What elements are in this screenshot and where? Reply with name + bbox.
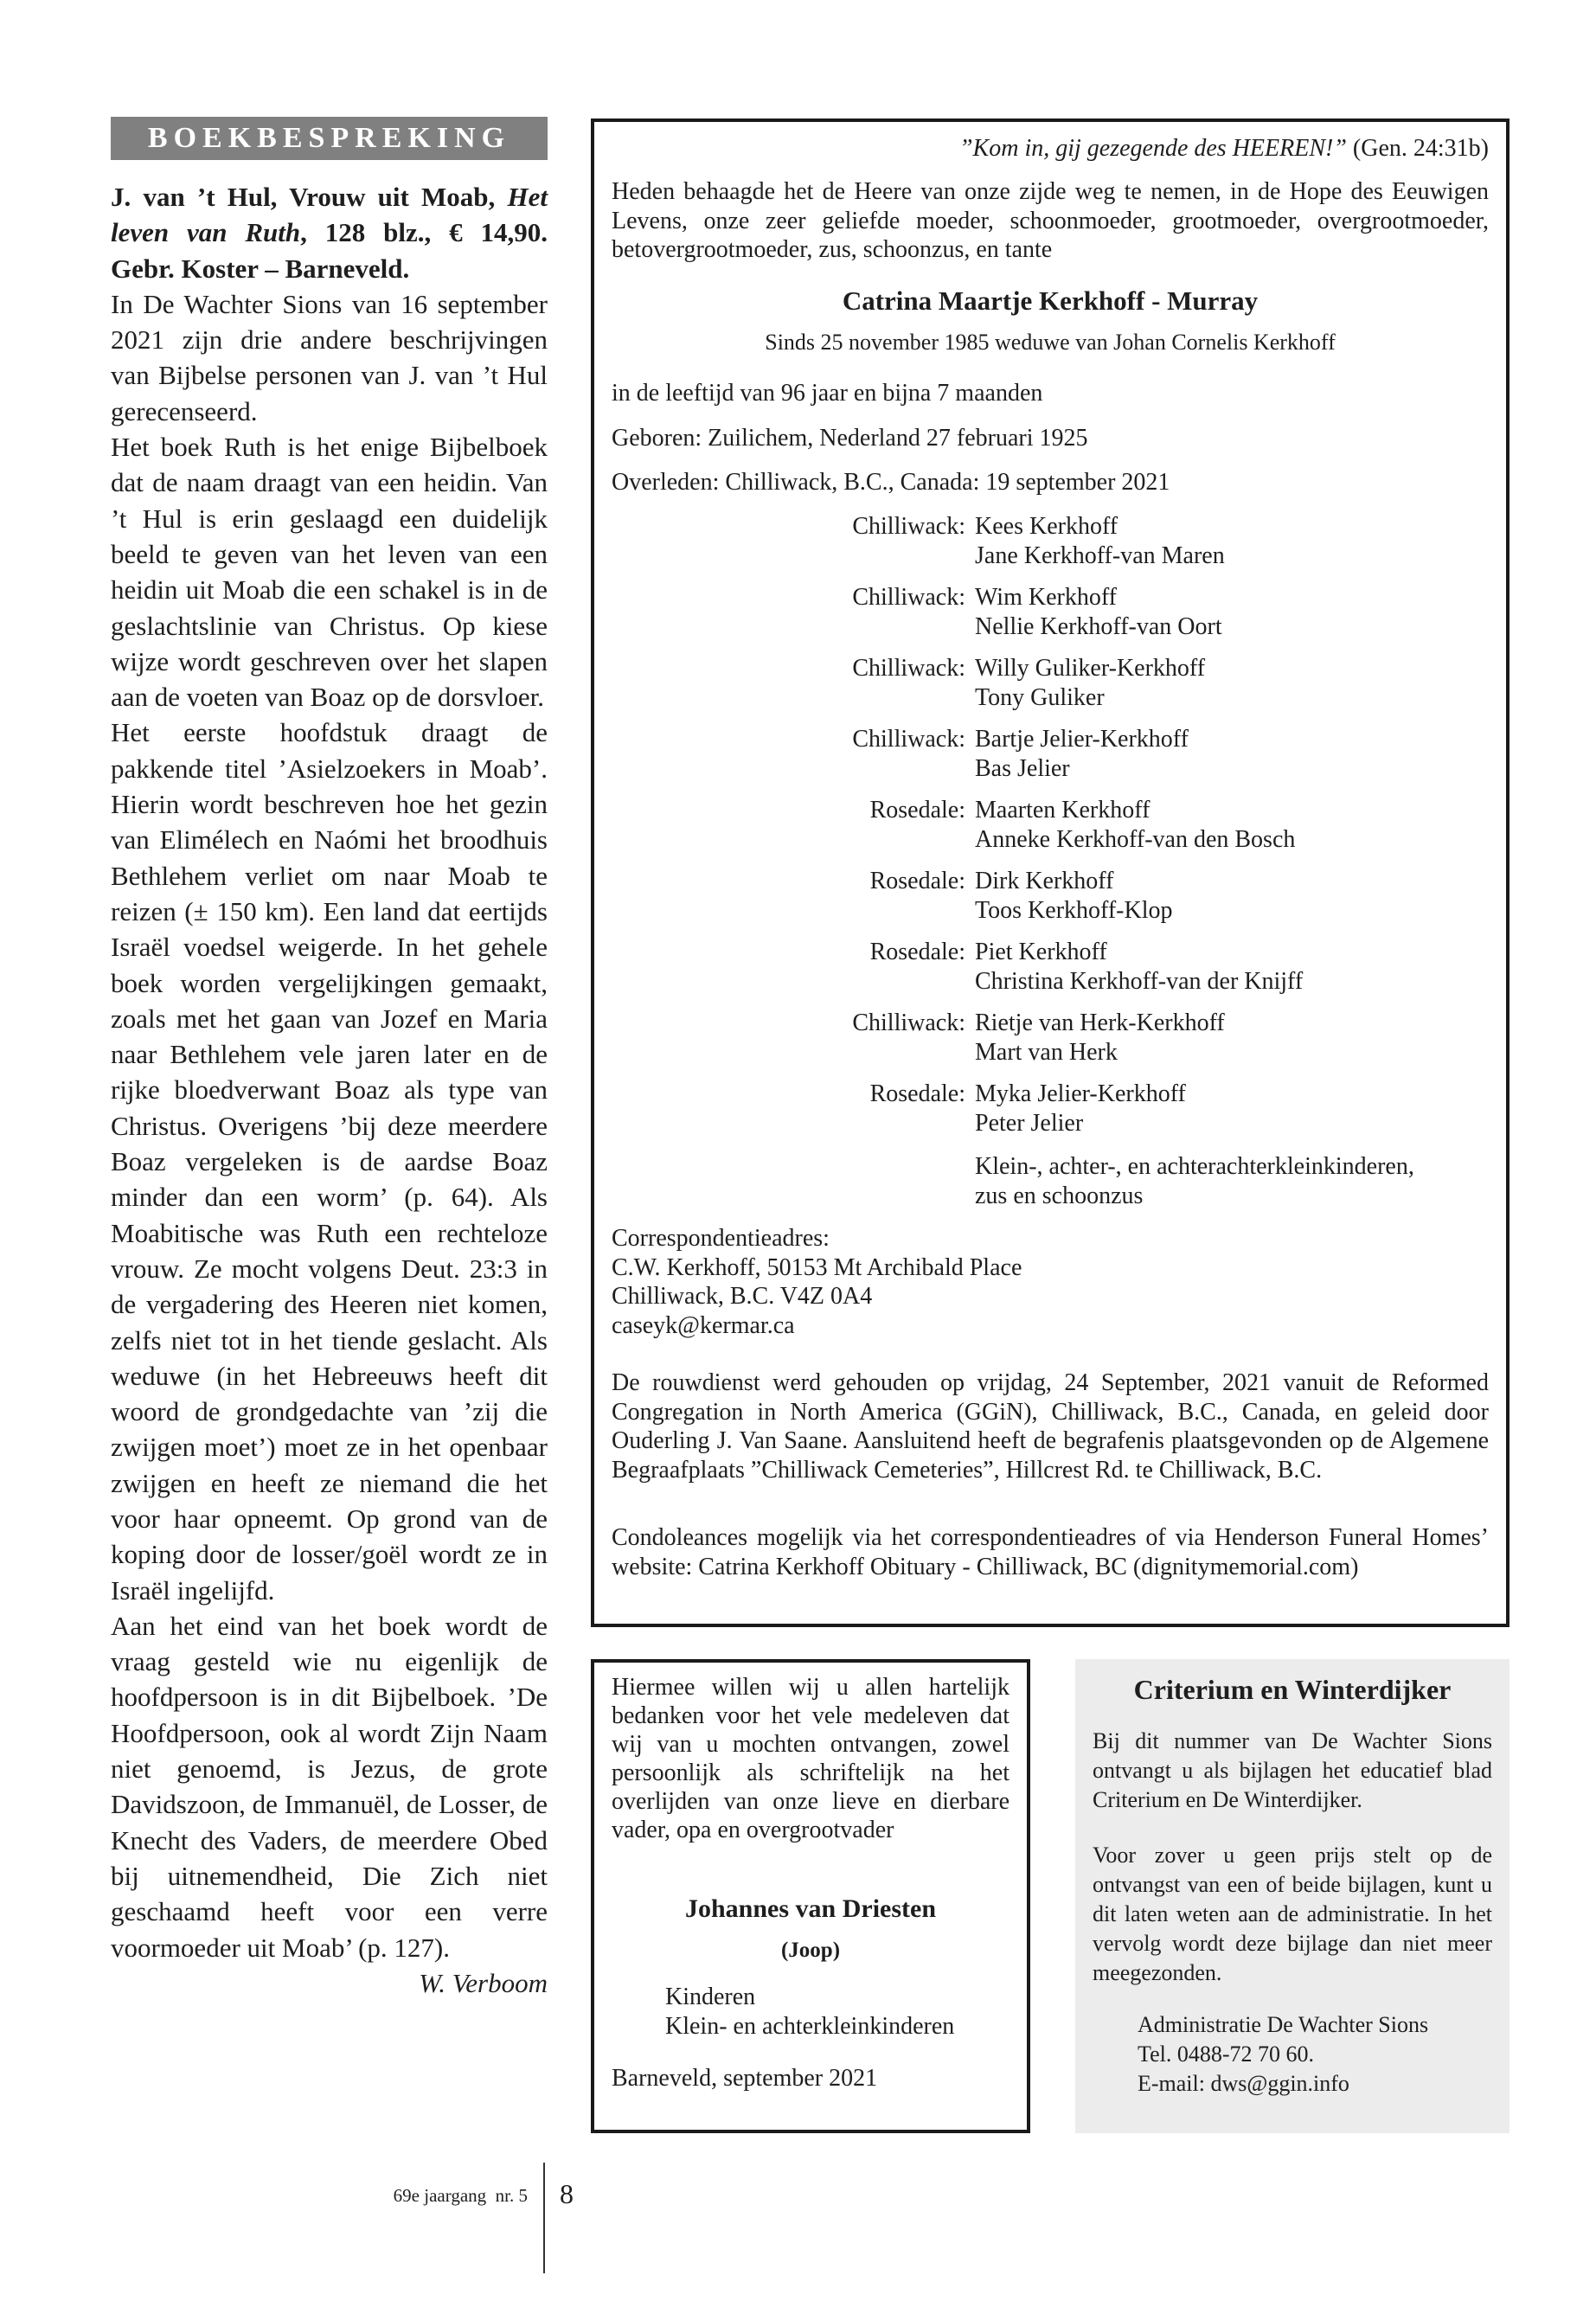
family-place: Chilliwack:	[852, 513, 965, 540]
review-paragraph: In De Wachter Sions van 16 september 2021 zijn drie andere beschrijvingen van Bijbelse personen van J. van ’t Hul gerecenseerd.	[111, 288, 548, 426]
thank-you-grandchildren: Klein- en achterkleinkinderen	[665, 2013, 955, 2040]
age-line: in de leeftijd van 96 jaar en bijna 7 maanden	[612, 380, 1043, 407]
family-names: Bartje Jelier-Kerkhoff Bas Jelier	[975, 726, 1189, 782]
family-list	[612, 512, 1489, 1209]
born-line: Geboren: Zuilichem, Nederland 27 februari 1925	[612, 425, 1088, 452]
review-signature: W. Verboom	[419, 1967, 548, 1998]
page-number: 8	[560, 2178, 574, 2209]
widow-line: Sinds 25 november 1985 weduwe van Johan Cornelis Kerkhoff	[765, 330, 1336, 355]
condolences-text: Condoleances mogelijk via het correspondentieadres of via Henderson Funeral Homes’ website: Catrina Kerkhoff Obituary - Chilliwack, BC (dignitymemorial.com)	[612, 1524, 1489, 1580]
family-place: Rosedale:	[869, 1080, 965, 1107]
bible-quote: ”Kom in, gij gezegende des HEEREN!”	[958, 135, 1347, 162]
obituary-quote	[612, 134, 1489, 163]
review-body	[111, 179, 548, 2001]
journal-volume: 69e jaargang nr. 5	[393, 2185, 528, 2206]
bible-reference: (Gen. 24:31b)	[1352, 135, 1489, 162]
review-paragraph: Het boek Ruth is het enige Bijbelboek dat de naam draagt van een heidin. Van ’t Hul is erin geslaagd een duidelijk beeld te geven van het leven van een heidin uit Moab die een schakel is in de geslachtslinie van Christus. Op kiese wijze wordt geschreven over het slapen aan de voeten van Boaz op de dorsvloer.	[111, 432, 548, 713]
funeral-service-text: De rouwdienst werd gehouden op vrijdag, 24 September, 2021 vanuit de Reformed Congregation in North America (GGiN), Chilliwack, B.C., Canada, en geleid door Ouderling J. Van Saane. Aansluitend heeft de begrafenis plaatsgevonden op de Algemene Begraafplaats ”Chilliwack Cemeteries”, Hillcrest Rd. te Chilliwack, B.C.	[612, 1369, 1489, 1484]
book-subtitle: Het leven van Ruth	[111, 182, 548, 248]
died-line: Overleden: Chilliwack, B.C., Canada: 19 september 2021	[612, 469, 1170, 496]
correspondence-address	[612, 1224, 1489, 1340]
criterium-paragraph-1: Bij dit nummer van De Wachter Sions ontvangt u als bijlagen het educatief blad Criterium en De Winterdijker.	[1093, 1728, 1492, 1812]
deceased-name: Catrina Maartje Kerkhoff - Murray	[842, 285, 1259, 316]
correspondence-label: Correspondentieadres:	[612, 1225, 830, 1252]
criterium-title: Criterium en Winterdijker	[1133, 1674, 1452, 1705]
criterium-phone: Tel. 0488-72 70 60.	[1138, 2041, 1314, 2067]
review-paragraph: Aan het eind van het boek wordt de vraag gesteld wie nu eigenlijk de hoofdpersoon is in dit Bijbelboek. ’De Hoofdpersoon, ook al wordt Zijn Naam niet genoemd, is Jezus, de grote Davidszoon, de Immanuël, de Losser, de Knecht des Vaders, de meerdere Obed bij uitnemendheid, Die Zich niet geschaamd heeft voor een verre voormoeder uit Moab’ (p. 127).	[111, 1610, 548, 1963]
family-names: Willy Guliker-Kerkhoff Tony Guliker	[975, 655, 1206, 711]
family-place: Chilliwack:	[852, 655, 965, 682]
family-names: Kees Kerkhoff Jane Kerkhoff-van Maren	[975, 513, 1225, 569]
family-place: Rosedale:	[869, 868, 965, 894]
family-place: Chilliwack:	[852, 584, 965, 611]
review-paragraph: Het eerste hoofdstuk draagt de pakkende titel ’Asielzoekers in Moab’. Hierin wordt beschreven hoe het gezin van Elimélech en Naómi het broodhuis Bethlehem verliet om naar Moab te reizen (± 150 km). Een land dat eertijds Israël voedsel weigerde. In het gehele boek worden vergelijkingen gemaakt, zoals met het gaan van Jozef en Maria naar Bethlehem vele jaren later en de rijke bloedverwant Boaz als type van Christus. Overigens ’bij deze meerdere Boaz vergeleken is de aardse Boaz minder dan een worm’ (p. 64). Als Moabitische was Ruth een rechteloze vrouw. Ze mocht volgens Deut. 23:3 in de vergadering des Heeren niet komen, zelfs niet tot in het tiende geslacht. Als weduwe (in het Hebreeuws heeft dit woord de grondgedachte van ’zij die zwijgen moet’) moet ze in het openbaar zwijgen en heeft ze niemand die het voor haar opneemt. Op grond van de koping door de losser/goël wordt ze in Israël ingelijfd.	[111, 717, 548, 1606]
family-place: Chilliwack:	[852, 726, 965, 753]
criterium-notice-box	[1075, 1659, 1509, 2133]
family-place: Chilliwack:	[852, 1009, 965, 1036]
grandchildren-names: Klein-, achter-, en achterachterkleinkinderen, zus en schoonzus	[975, 1153, 1414, 1209]
obituary-intro: Heden behaagde het de Heere van onze zijde weg te nemen, in de Hope des Eeuwigen Levens, onze zeer geliefde moeder, schoonmoeder, grootmoeder, overgrootmoeder, betovergrootmoeder, zus, schoonzus, en tante	[612, 178, 1489, 263]
thank-you-place-date: Barneveld, september 2021	[612, 2065, 878, 2092]
correspondence-email: caseyk@kermar.ca	[612, 1311, 795, 1339]
family-place: Rosedale:	[869, 939, 965, 965]
family-names: Wim Kerkhoff Nellie Kerkhoff-van Oort	[975, 584, 1222, 640]
family-names: Maarten Kerkhoff Anneke Kerkhoff-van den Bosch	[975, 797, 1296, 853]
thank-you-box	[591, 1659, 1030, 2133]
family-names: Dirk Kerkhoff Toos Kerkhoff-Klop	[975, 868, 1173, 924]
footer-divider	[543, 2163, 545, 2273]
book-details: , 128 blz., € 14,90. Gebr. Koster – Barneveld.	[111, 217, 548, 284]
family-names: Rietje van Herk-Kerkhoff Mart van Herk	[975, 1009, 1225, 1066]
thank-you-children: Kinderen	[665, 1984, 756, 2010]
obituary-box	[591, 119, 1509, 1627]
book-citation	[111, 179, 548, 286]
thank-you-name: Johannes van Driesten	[684, 1894, 937, 1923]
criterium-paragraph-2: Voor zover u geen prijs stelt op de ontvangst van een of beide bijlagen, kunt u dit laten weten aan de administratie. In het vervolg wordt deze bijlage dan niet meer meegezonden.	[1093, 1843, 1492, 1985]
book-review-column	[111, 117, 548, 2001]
family-names: Piet Kerkhoff Christina Kerkhoff-van der Knijff	[975, 939, 1304, 995]
criterium-admin: Administratie De Wachter Sions	[1138, 2012, 1429, 2037]
thank-you-nickname: (Joop)	[780, 1939, 841, 1962]
correspondence-street: C.W. Kerkhoff, 50153 Mt Archibald Place	[612, 1253, 1022, 1281]
thank-you-text: Hiermee willen wij u allen hartelijk bedanken voor het vele medeleven dat wij van u mochten ontvangen, zowel persoonlijk als schriftelijk na het overlijden van onze lieve en dierbare vader, opa en overgrootvader	[612, 1674, 1010, 1843]
criterium-email: E-mail: dws@ggin.info	[1138, 2071, 1349, 2096]
family-names: Myka Jelier-Kerkhoff Peter Jelier	[975, 1080, 1186, 1137]
section-header: BOEKBESPREKING	[111, 117, 548, 160]
family-place: Rosedale:	[869, 797, 965, 824]
book-author-title: J. van ’t Hul, Vrouw uit Moab,	[111, 182, 508, 212]
correspondence-city: Chilliwack, B.C. V4Z 0A4	[612, 1283, 873, 1310]
